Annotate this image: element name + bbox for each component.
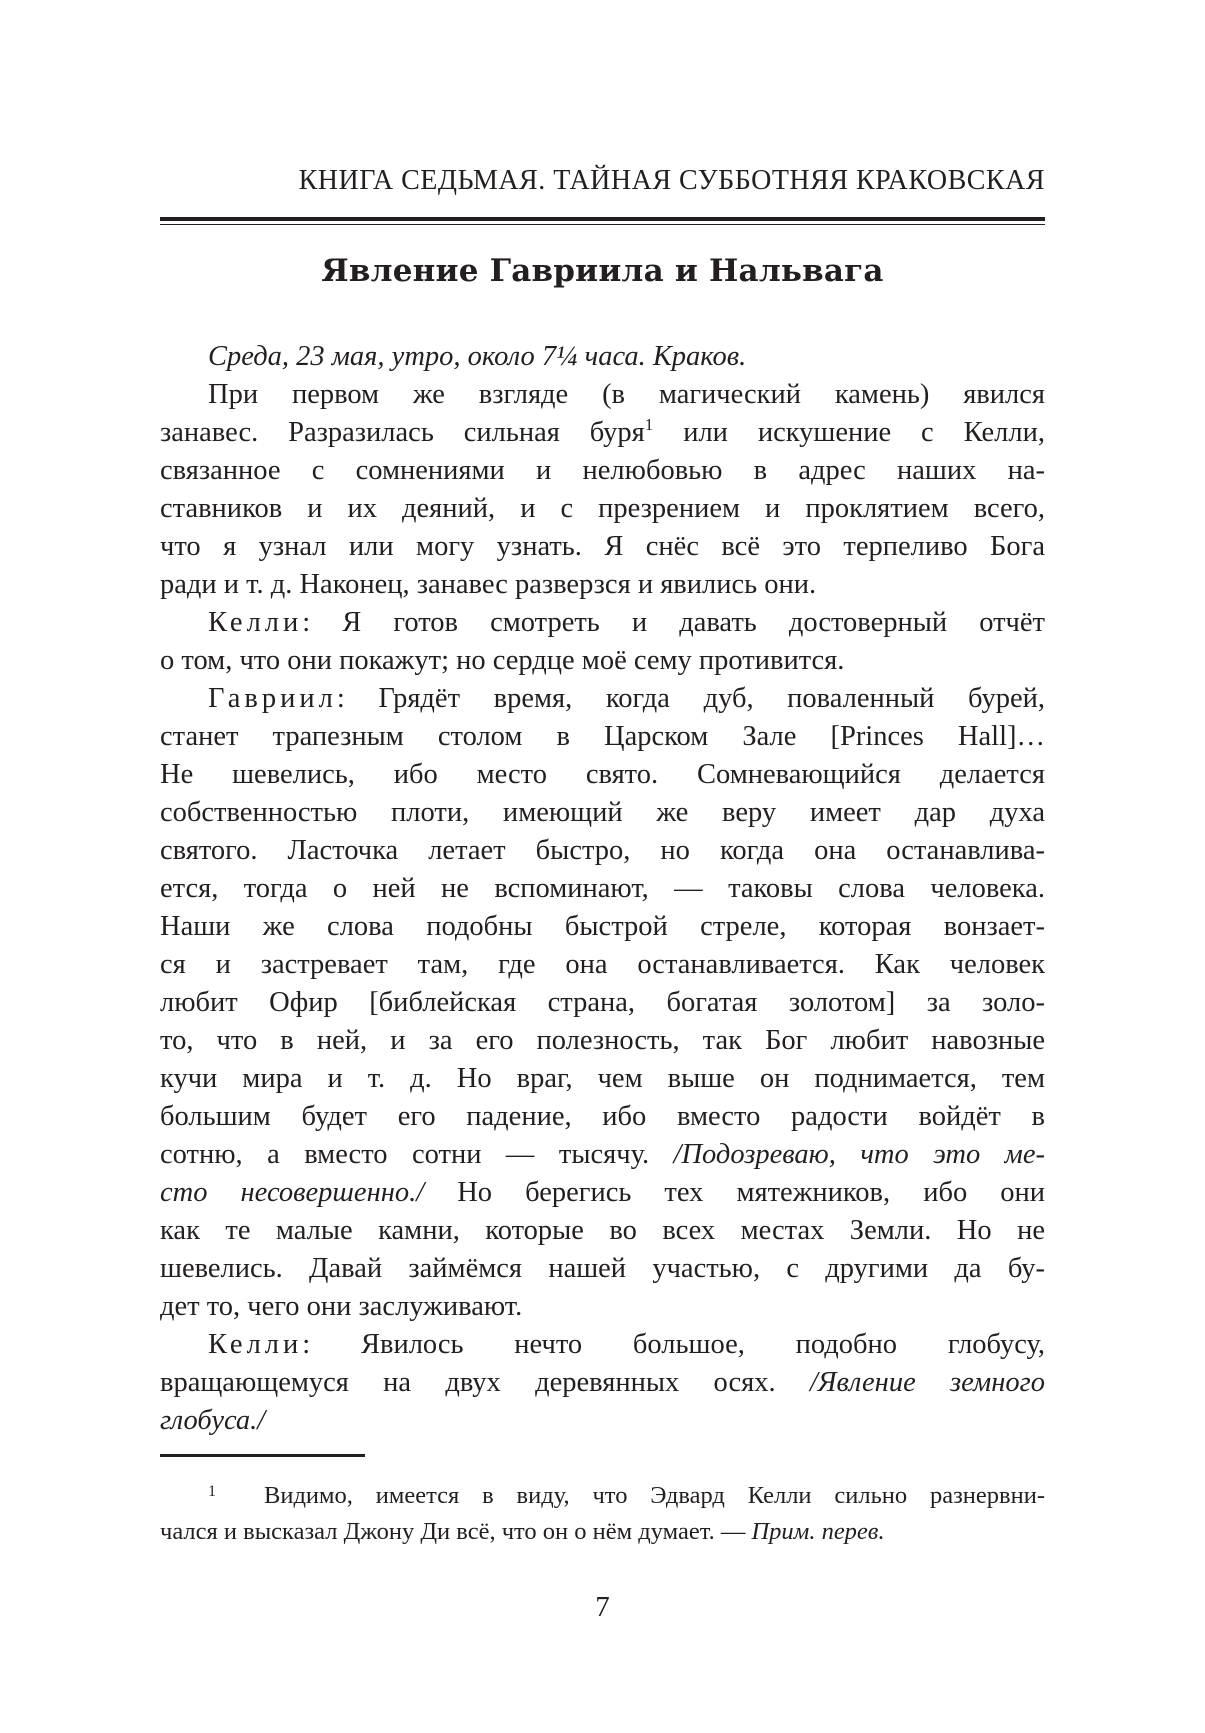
text-line: Келли: Явилось нечто большое, подобно глобусу, (208, 1329, 1045, 1360)
dateline: Среда, 23 мая, утро, около 7¼ часа. Краков. (208, 341, 747, 372)
text-line: то, что в ней, и за его полезность, так Бог любит навозные (160, 1025, 1045, 1056)
text-line: ставников и их деяний, и с презрением и проклятием всего, (160, 493, 1045, 524)
text-line: Гавриил: Грядёт время, когда дуб, поваленный бурей, (208, 683, 1045, 714)
text-line: дет то, чего они заслуживают. (160, 1291, 523, 1322)
text-line: святого. Ласточка летает быстро, но когда она останавлива- (160, 835, 1045, 866)
text-line: станет трапезным столом в Царском Зале [Princes Hall]… (160, 721, 1045, 752)
text-line: занавес. Разразилась сильная буря$^1$ или искушение с Келли, (160, 415, 1045, 448)
text-line: что я узнал или могу узнать. Я снёс всё это терпеливо Бога (160, 531, 1045, 562)
text-line: шевелись. Давай займёмся нашей участью, с другими да бу- (160, 1253, 1045, 1284)
footnote-line: чался и высказал Джону Ди всё, что он о нём думает. — Прим. перев. (160, 1518, 885, 1545)
text-line: При первом же взгляде (в магический камень) явился (208, 379, 1045, 410)
text-line: как те малые камни, которые во всех местах Земли. Но не (160, 1215, 1045, 1246)
text-line: ся и застревает там, где она останавливается. Как человек (160, 949, 1045, 980)
footnote (160, 1478, 1045, 1550)
chapter-title: Явление Гавриила и Нальвага (321, 253, 884, 289)
text-line: ется, тогда о ней не вспоминают, — таковы слова человека. (160, 873, 1045, 904)
text-line: кучи мира и т. д. Но враг, чем выше он поднимается, тем (160, 1063, 1045, 1094)
footnote-reference: 1 (644, 415, 654, 434)
speaker-name: Гавриил (208, 683, 337, 714)
footnote-marker: 1 (208, 1483, 216, 1500)
body-text (160, 338, 1045, 1440)
footnote-rule (160, 1454, 365, 1457)
text-line: Келли: Я готов смотреть и давать достоверный отчёт (208, 607, 1045, 638)
text-line: собственностью плоти, имеющий же веру имеет дар духа (160, 797, 1045, 828)
text-line: любит Офир [библейская страна, богатая золотом] за золо- (160, 987, 1045, 1018)
text-line: вращающемуся на двух деревянных осях. /Явление земного (160, 1367, 1045, 1398)
speaker-name: Келли (208, 1329, 303, 1360)
running-head: КНИГА СЕДЬМАЯ. ТАЙНАЯ СУББОТНЯЯ КРАКОВСКАЯ (298, 165, 1045, 196)
text-line: Наши же слова подобны быстрой стреле, которая вонзает- (160, 911, 1045, 942)
text-line: связанное с сомнениями и нелюбовью в адрес наших на- (160, 455, 1045, 486)
text-line: о том, что они покажут; но сердце моё сему противится. (160, 645, 845, 676)
text-line: ради и т. д. Наконец, занавес разверзся и явились они. (160, 569, 817, 600)
text-line: сто несовершенно./ Но берегись тех мятежников, ибо они (160, 1177, 1046, 1208)
header-rule-thin (160, 224, 1045, 225)
header-rule-thick (160, 217, 1045, 221)
text-line: большим будет его падение, ибо вместо радости войдёт в (160, 1101, 1045, 1132)
text-line: Не шевелись, ибо место свято. Сомневающийся делается (160, 759, 1045, 790)
text-line: глобуса./ (160, 1405, 266, 1436)
text-line: сотню, а вместо сотни — тысячу. /Подозреваю, что это ме- (160, 1139, 1046, 1170)
page-number: 7 (595, 1591, 610, 1623)
footnote-line: Видимо, имеется в виду, что Эдвард Келли сильно разнервни- (264, 1482, 1045, 1509)
speaker-name: Келли (208, 607, 303, 638)
